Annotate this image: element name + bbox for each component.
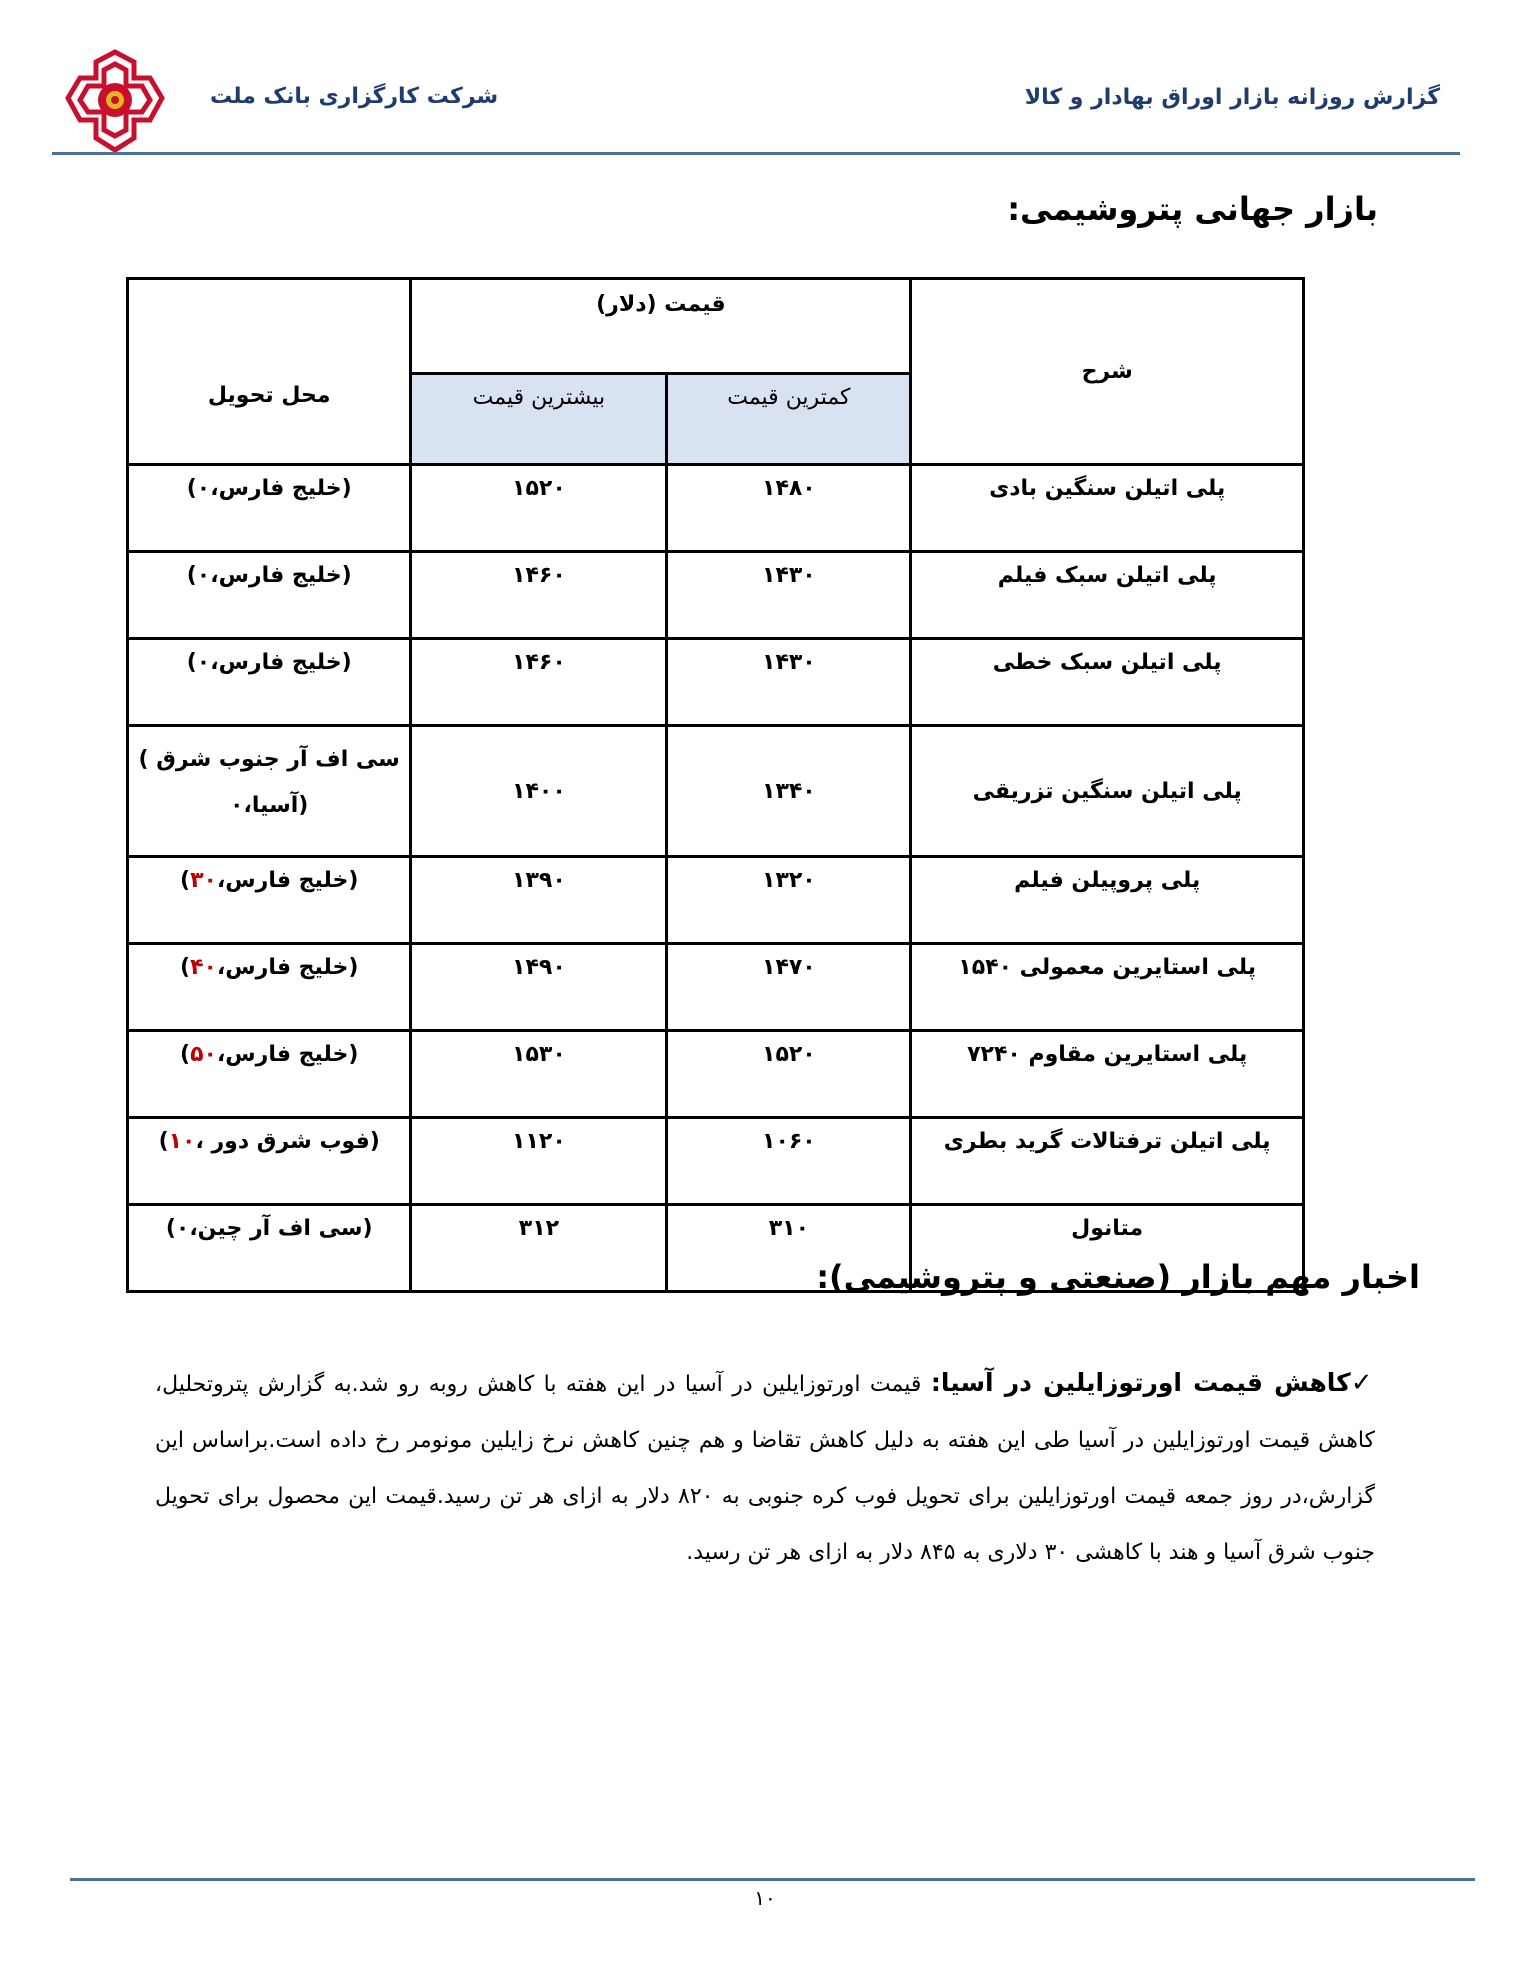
cell-min-price: ۱۴۸۰ bbox=[667, 465, 911, 552]
cell-max-price: ۱۵۲۰ bbox=[411, 465, 667, 552]
table-row bbox=[128, 726, 1304, 857]
table-row bbox=[128, 944, 1304, 1031]
location-change: ۵۰ bbox=[190, 1042, 217, 1067]
price-table-container bbox=[126, 277, 1305, 1293]
cell-min-price: ۳۱۰ bbox=[667, 1205, 911, 1292]
location-close: ) bbox=[180, 1042, 191, 1067]
cell-description: پلی اتیلن سبک خطی bbox=[911, 639, 1304, 726]
table-row bbox=[128, 465, 1304, 552]
section-title-market-news: اخبار مهم بازار (صنعتی و پتروشیمی): bbox=[816, 1258, 1420, 1296]
col-header-price: قیمت (دلار) bbox=[411, 279, 911, 374]
location-change: ۰ bbox=[196, 563, 211, 588]
cell-max-price: ۱۱۲۰ bbox=[411, 1118, 667, 1205]
cell-max-price: ۱۵۳۰ bbox=[411, 1031, 667, 1118]
cell-max-price: ۱۴۹۰ bbox=[411, 944, 667, 1031]
location-close: ) bbox=[165, 1216, 176, 1241]
checkmark-icon: ✓ bbox=[1350, 1368, 1375, 1398]
location-text: (خلیج فارس، bbox=[210, 476, 352, 501]
table-row bbox=[128, 1118, 1304, 1205]
location-text: (خلیج فارس، bbox=[216, 868, 359, 893]
cell-description: پلی استایرین معمولی ۱۵۴۰ bbox=[911, 944, 1304, 1031]
news-body: قیمت اورتوزایلین در آسیا در این هفته با کاهش روبه رو شد.به گزارش پتروتحلیل، کاهش قیمت اورتوزایلین در آسیا طی این هفته به دلیل کاهش تقاضا و هم چنین کاهش نرخ زایلین مونومر رخ داده است.براساس این گزارش،در روز جمعه قیمت اورتوزایلین برای تحویل فوب کره جنوبی به ۸۲۰ دلار به ازای هر تن رسید.قیمت این محصول برای تحویل جنوب شرق آسیا و هند با کاهشی ۳۰ دلاری به ۸۴۵ دلار به ازای هر تن رسید. bbox=[155, 1372, 1375, 1565]
bank-mellat-logo bbox=[62, 48, 168, 154]
location-line-1: سی اف آر جنوب شرق ) bbox=[138, 747, 400, 772]
cell-description: پلی اتیلن سنگین بادی bbox=[911, 465, 1304, 552]
cell-location bbox=[128, 857, 411, 944]
location-change: ۳۰ bbox=[190, 868, 217, 893]
cell-description: پلی اتیلن سنگین تزریقی bbox=[911, 726, 1304, 857]
cell-location bbox=[128, 726, 411, 857]
news-headline: کاهش قیمت اورتوزایلین در آسیا: bbox=[930, 1368, 1351, 1397]
cell-location bbox=[128, 1205, 411, 1292]
location-text: (سی اف آر چین، bbox=[189, 1216, 373, 1241]
cell-min-price: ۱۵۲۰ bbox=[667, 1031, 911, 1118]
header-divider bbox=[52, 152, 1460, 155]
cell-description: پلی اتیلن ترفتالات گرید بطری bbox=[911, 1118, 1304, 1205]
cell-max-price: ۱۴۰۰ bbox=[411, 726, 667, 857]
location-text: (خلیج فارس، bbox=[216, 1042, 359, 1067]
cell-description: پلی پروپیلن فیلم bbox=[911, 857, 1304, 944]
location-line-2: (آسیا،۰ bbox=[230, 793, 309, 818]
footer-divider bbox=[70, 1878, 1475, 1881]
location-change: ۱۰ bbox=[168, 1129, 196, 1154]
cell-location bbox=[128, 1031, 411, 1118]
cell-min-price: ۱۴۷۰ bbox=[667, 944, 911, 1031]
cell-location bbox=[128, 552, 411, 639]
cell-location bbox=[128, 639, 411, 726]
cell-description: پلی اتیلن سبک فیلم bbox=[911, 552, 1304, 639]
location-close: ) bbox=[186, 563, 197, 588]
location-text: (خلیج فارس، bbox=[210, 563, 352, 588]
page-number: ۱۰ bbox=[754, 1886, 776, 1910]
col-header-location: محل تحویل bbox=[128, 279, 411, 465]
cell-description: پلی استایرین مقاوم ۷۲۴۰ bbox=[911, 1031, 1304, 1118]
location-close: ) bbox=[186, 650, 197, 675]
location-close: ) bbox=[186, 476, 197, 501]
section-title-petrochem-market: بازار جهانی پتروشیمی: bbox=[1007, 190, 1378, 228]
location-change: ۰ bbox=[196, 650, 211, 675]
location-text: (خلیج فارس، bbox=[216, 955, 359, 980]
cell-description: متانول bbox=[911, 1205, 1304, 1292]
cell-min-price: ۱۳۲۰ bbox=[667, 857, 911, 944]
cell-min-price: ۱۳۴۰ bbox=[667, 726, 911, 857]
table-row bbox=[128, 857, 1304, 944]
col-header-max-price: بیشترین قیمت bbox=[411, 374, 667, 465]
location-change: ۴۰ bbox=[190, 955, 217, 980]
location-change: ۰ bbox=[175, 1216, 190, 1241]
location-text: (خلیج فارس، bbox=[210, 650, 352, 675]
report-title: گزارش روزانه بازار اوراق بهادار و کالا bbox=[1024, 85, 1440, 110]
col-header-description: شرح bbox=[911, 279, 1304, 465]
col-header-min-price: کمترین قیمت bbox=[667, 374, 911, 465]
location-close: ) bbox=[158, 1129, 169, 1154]
cell-min-price: ۱۴۳۰ bbox=[667, 552, 911, 639]
location-close: ) bbox=[180, 868, 191, 893]
cell-min-price: ۱۴۳۰ bbox=[667, 639, 911, 726]
cell-location bbox=[128, 1118, 411, 1205]
cell-location bbox=[128, 944, 411, 1031]
location-change: ۰ bbox=[196, 476, 211, 501]
cell-max-price: ۳۱۲ bbox=[411, 1205, 667, 1292]
location-text: (فوب شرق دور ، bbox=[195, 1129, 380, 1154]
table-row bbox=[128, 1031, 1304, 1118]
cell-max-price: ۱۴۶۰ bbox=[411, 639, 667, 726]
cell-max-price: ۱۳۹۰ bbox=[411, 857, 667, 944]
petrochem-price-table bbox=[126, 277, 1305, 1293]
cell-min-price: ۱۰۶۰ bbox=[667, 1118, 911, 1205]
cell-location bbox=[128, 465, 411, 552]
table-row bbox=[128, 552, 1304, 639]
table-row bbox=[128, 639, 1304, 726]
location-close: ) bbox=[180, 955, 191, 980]
company-name: شرکت کارگزاری بانک ملت bbox=[210, 84, 499, 109]
news-item bbox=[155, 1355, 1375, 1581]
cell-max-price: ۱۴۶۰ bbox=[411, 552, 667, 639]
